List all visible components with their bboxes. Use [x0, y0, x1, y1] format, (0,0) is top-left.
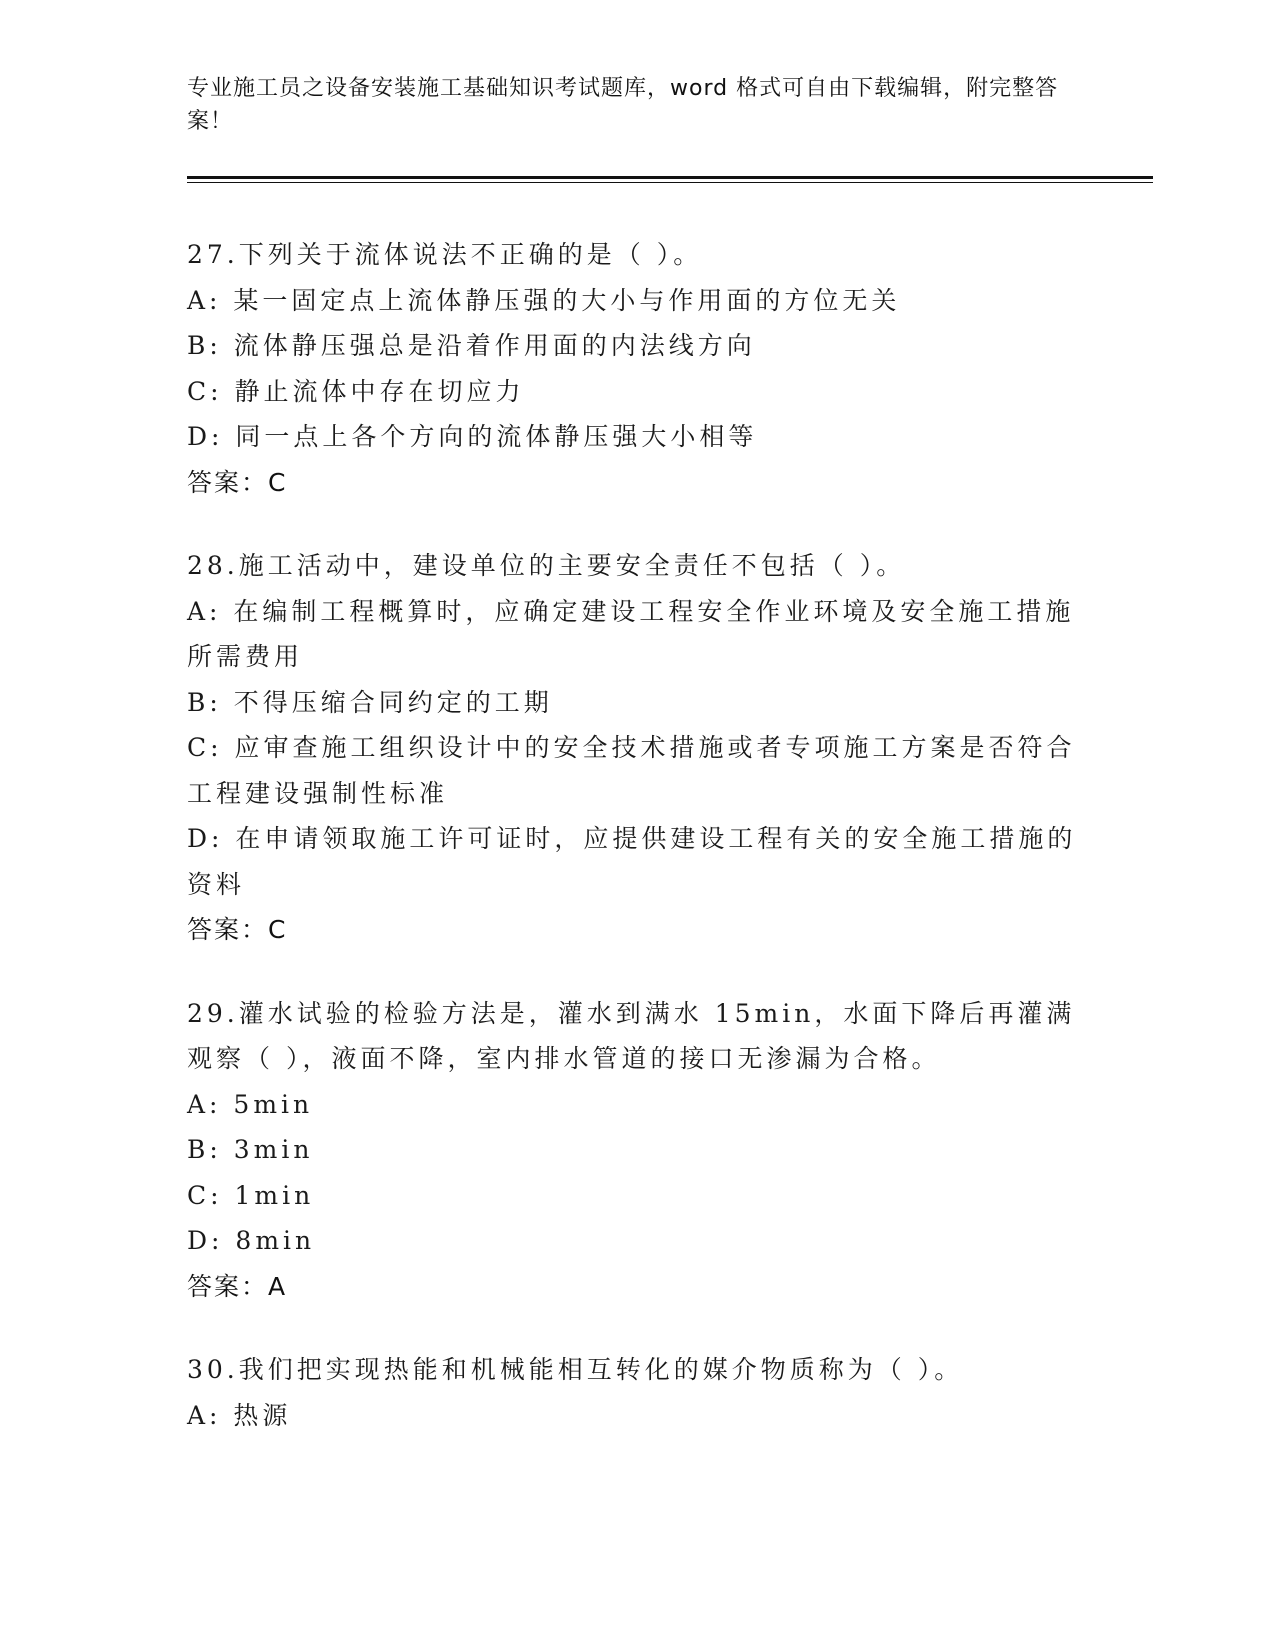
option-b: B: 流体静压强总是沿着作用面的内法线方向	[187, 331, 756, 360]
question-stem: 30.我们把实现热能和机械能相互转化的媒介物质称为（ ）。	[187, 1355, 964, 1384]
option-b: B: 3min	[187, 1135, 314, 1164]
option-a: A: 5min	[187, 1089, 314, 1119]
answer-label: 答案：A	[187, 1271, 288, 1301]
option-a: A: 某一固定点上流体静压强的大小与作用面的方位无关	[187, 285, 901, 315]
answer-label: 答案：C	[187, 915, 288, 944]
option-d: D: 同一点上各个方向的流体静压强大小相等	[187, 422, 758, 451]
answer-label: 答案：C	[187, 467, 288, 497]
option-c: C: 静止流体中存在切应力	[187, 376, 525, 406]
option-d: D: 8min	[187, 1226, 316, 1255]
question-27	[187, 232, 1087, 505]
question-stem: 27.下列关于流体说法不正确的是（ ）。	[187, 240, 703, 269]
option-c: C: 应审查施工组织设计中的安全技术措施或者专项施工方案是否符合工程建设强制性标准	[187, 733, 1076, 808]
question-29	[187, 991, 1087, 1310]
question-stem: 28.施工活动中，建设单位的主要安全责任不包括（ ）。	[187, 551, 906, 580]
question-28	[187, 543, 1087, 953]
header-divider-thin	[187, 182, 1153, 183]
question-30	[187, 1347, 1087, 1438]
header-divider-thick	[187, 176, 1153, 179]
option-b: B: 不得压缩合同约定的工期	[187, 687, 553, 717]
option-d: D: 在申请领取施工许可证时，应提供建设工程有关的安全施工措施的资料	[187, 824, 1077, 899]
option-c: C: 1min	[187, 1180, 315, 1210]
option-a: A: 热源	[187, 1400, 292, 1430]
option-a: A: 在编制工程概算时，应确定建设工程安全作业环境及安全施工措施所需费用	[187, 596, 1075, 671]
question-list	[187, 232, 1087, 1476]
document-header: 专业施工员之设备安装施工基础知识考试题库，word 格式可自由下载编辑，附完整答案！	[187, 76, 1059, 134]
question-stem: 29.灌水试验的检验方法是，灌水到满水 15min，水面下降后再灌满观察（ ），液面不降，室内排水管道的接口无渗漏为合格。	[187, 998, 1076, 1073]
